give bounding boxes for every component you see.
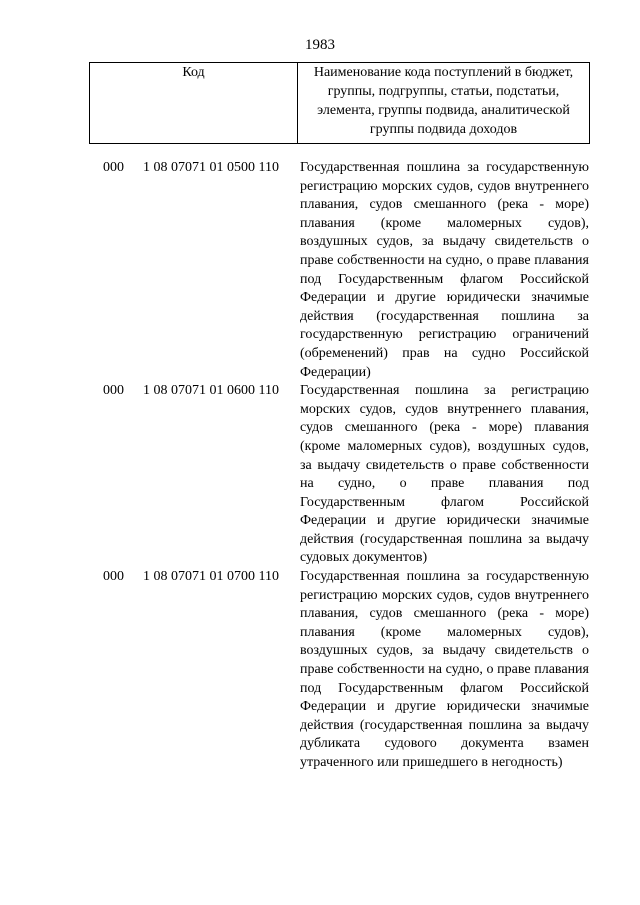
admin-code: 000 [103,160,124,175]
table-header [89,62,590,144]
revenue-code: 1 08 07071 01 0700 110 [143,569,279,585]
table-row [103,568,589,773]
table-row [103,159,589,382]
revenue-name: Государственная пошлина за государственную регистрацию морских судов, судов внутреннего плавания, судов смешанного (река - море) плавания (кроме маломерных судов), воздушных судов, за выдачу свидетельств о праве собственности на судно, о праве плавания под Государственным флагом Российской Федерации и другие юридически значимые действия (государственная пошлина за выдачу дубликата судового документа взамен утраченного или пришедшего в негодность) [300,569,589,770]
header-code-cell: Код [90,63,298,144]
header-name-cell: Наименование кода поступлений в бюджет, группы, подгруппы, статьи, подстатьи, элемента, группы подвида, аналитической группы подвида доходов [298,63,590,144]
revenue-code: 1 08 07071 01 0600 110 [143,383,279,399]
admin-code: 000 [103,383,124,399]
page-number: 1983 [305,37,335,53]
revenue-name: Государственная пошлина за регистрацию морских судов, судов внутреннего плавания, судов смешанного (река - море) плавания (кроме маломерных судов), воздушных судов, за выдачу свидетельств о праве собственности на судно, о праве плавания под Государственным флагом Российской Федерации и другие юридически значимые действия (государственная пошлина за выдачу судовых документов) [300,383,589,566]
admin-code: 000 [103,569,124,585]
table-row [103,382,589,568]
revenue-name: Государственная пошлина за государственную регистрацию морских судов, судов внутреннего плавания, судов смешанного (река - море) плавания (кроме маломерных судов), воздушных судов, за выдачу свидетельств о праве собственности на судно, о праве плавания под Государственным флагом Российской Федерации и другие юридически значимые действия (государственная пошлина за государственную регистрацию ограничений (обременений) прав на судно Российской Федерации) [300,160,589,380]
revenue-code: 1 08 07071 01 0500 110 [143,160,279,175]
table-body [103,159,589,773]
